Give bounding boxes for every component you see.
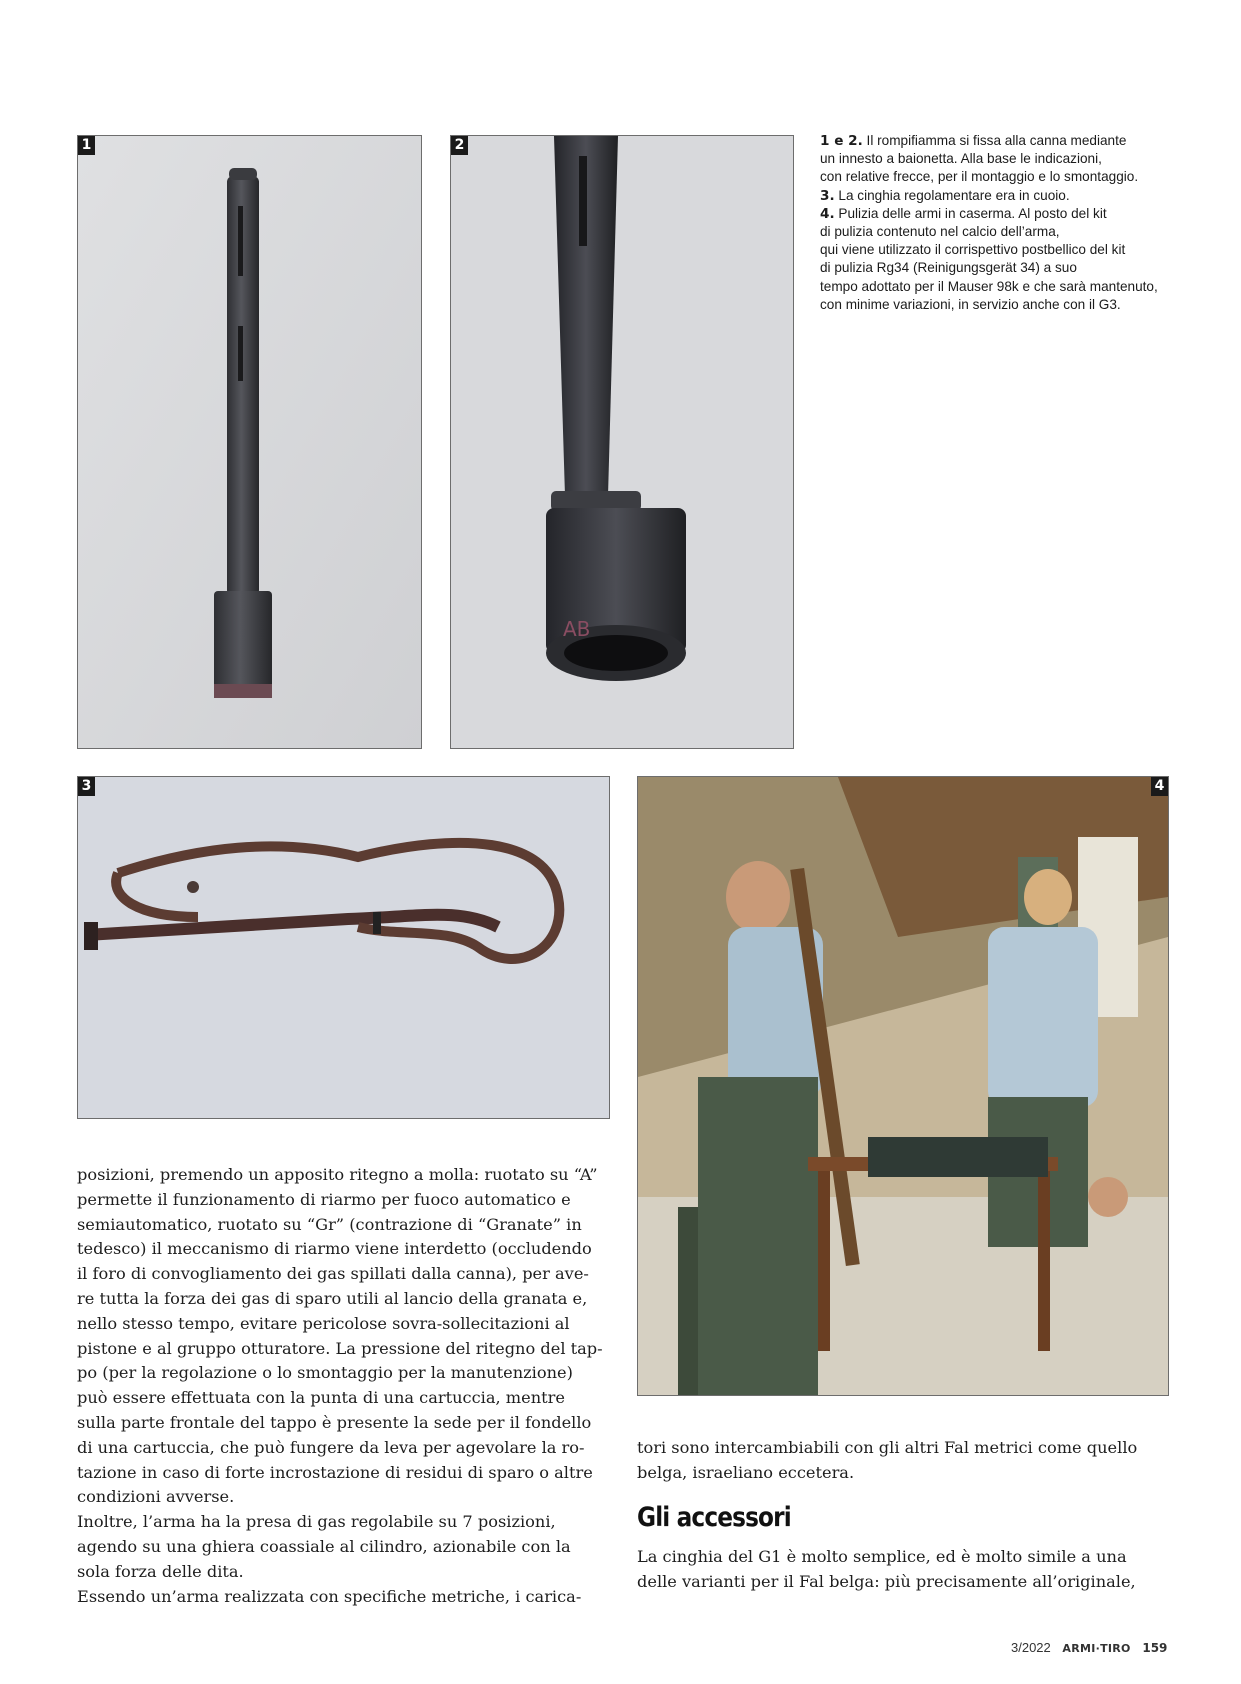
text-line: permette il funzionamento di riarmo per fuoco automatico e [77, 1189, 571, 1209]
caption-line: di pulizia Rg34 (Reinigungsgerät 34) a suo [820, 260, 1077, 276]
text-line: sola forza delle dita. [77, 1561, 244, 1581]
caption-line: con relative frecce, per il montaggio e lo smontaggio. [820, 169, 1139, 185]
photo-2 [450, 135, 794, 749]
caption-line: di pulizia contenuto nel calcio dell’arma, [820, 224, 1060, 240]
caption-line: qui viene utilizzato il corrispettivo postbellico del kit [820, 242, 1126, 258]
text-line: il foro di convogliamento dei gas spillati dalla canna), per ave- [77, 1264, 589, 1284]
text-line: tedesco) il meccanismo di riarmo viene interdetto (occludendo [77, 1239, 592, 1259]
photo-1 [77, 135, 422, 749]
body-text-left [77, 1163, 608, 1609]
body-text-right-continued [637, 1545, 1167, 1595]
photo-number: 4 [1151, 777, 1168, 796]
text-line: Inoltre, l’arma ha la presa di gas regolabile su 7 posizioni, [77, 1512, 556, 1532]
sling-image [78, 777, 609, 1118]
caption-line: 3. La cinghia regolamentare era in cuoio. [820, 187, 1070, 204]
photo-3 [77, 776, 610, 1119]
body-text-right [637, 1436, 1167, 1486]
text-line: Essendo un’arma realizzata con specifiche metriche, i carica- [77, 1586, 582, 1606]
text-line: pistone e al gruppo otturatore. La pressione del ritegno del tap- [77, 1338, 603, 1358]
photo-number: 3 [78, 777, 95, 796]
text-line: condizioni avverse. [77, 1487, 235, 1507]
photo-number: 1 [78, 136, 95, 155]
caption-line: 1 e 2. Il rompifiamma si fissa alla canna mediante [820, 133, 1127, 149]
magazine-name: ARMI·TIRO [1062, 1642, 1131, 1655]
caption-line: con minime variazioni, in servizio anche con il G3. [820, 296, 1121, 312]
marking-text: AB [563, 617, 591, 641]
photo-caption [820, 132, 1180, 314]
text-line: sulla parte frontale del tappo è presente la sede per il fondello [77, 1412, 592, 1432]
text-line: delle varianti per il Fal belga: più precisamente all’originale, [637, 1571, 1136, 1591]
barracks-cleaning-image [638, 777, 1168, 1395]
text-line: La cinghia del G1 è molto semplice, ed è molto simile a una [637, 1547, 1127, 1566]
section-heading: Gli accessori [637, 1502, 791, 1533]
text-line: può essere effettuata con la punta di una cartuccia, mentre [77, 1388, 565, 1408]
text-line: belga, israeliano eccetera. [637, 1462, 855, 1482]
page-footer [1011, 1640, 1167, 1655]
text-line: posizioni, premendo un apposito ritegno a molla: ruotato su “A” [77, 1165, 598, 1184]
flash-hider-base-image [451, 136, 793, 748]
issue-number: 3/2022 [1011, 1640, 1051, 1655]
text-line: tazione in caso di forte incrostazione di residui di sparo o altre [77, 1462, 593, 1482]
flash-hider-image [78, 136, 421, 748]
text-line: di una cartuccia, che può fungere da leva per agevolare la ro- [77, 1437, 585, 1457]
photo-number: 2 [451, 136, 468, 155]
text-line: semiautomatico, ruotato su “Gr” (contrazione di “Granate” in [77, 1214, 582, 1234]
page-number: 159 [1142, 1641, 1168, 1655]
text-line: po (per la regolazione o lo smontaggio per la manutenzione) [77, 1363, 573, 1383]
caption-line: 4. Pulizia delle armi in caserma. Al posto del kit [820, 205, 1107, 222]
text-line: nello stesso tempo, evitare pericolose sovra-sollecitazioni al [77, 1313, 570, 1333]
text-line: tori sono intercambiabili con gli altri Fal metrici come quello [637, 1438, 1138, 1457]
caption-line: un innesto a baionetta. Alla base le indicazioni, [820, 151, 1102, 167]
text-line: re tutta la forza dei gas di sparo utili al lancio della granata e, [77, 1288, 588, 1308]
photo-4 [637, 776, 1169, 1396]
caption-line: tempo adottato per il Mauser 98k e che sarà mantenuto, [820, 278, 1158, 294]
text-line: agendo su una ghiera coassiale al cilindro, azionabile con la [77, 1536, 571, 1556]
